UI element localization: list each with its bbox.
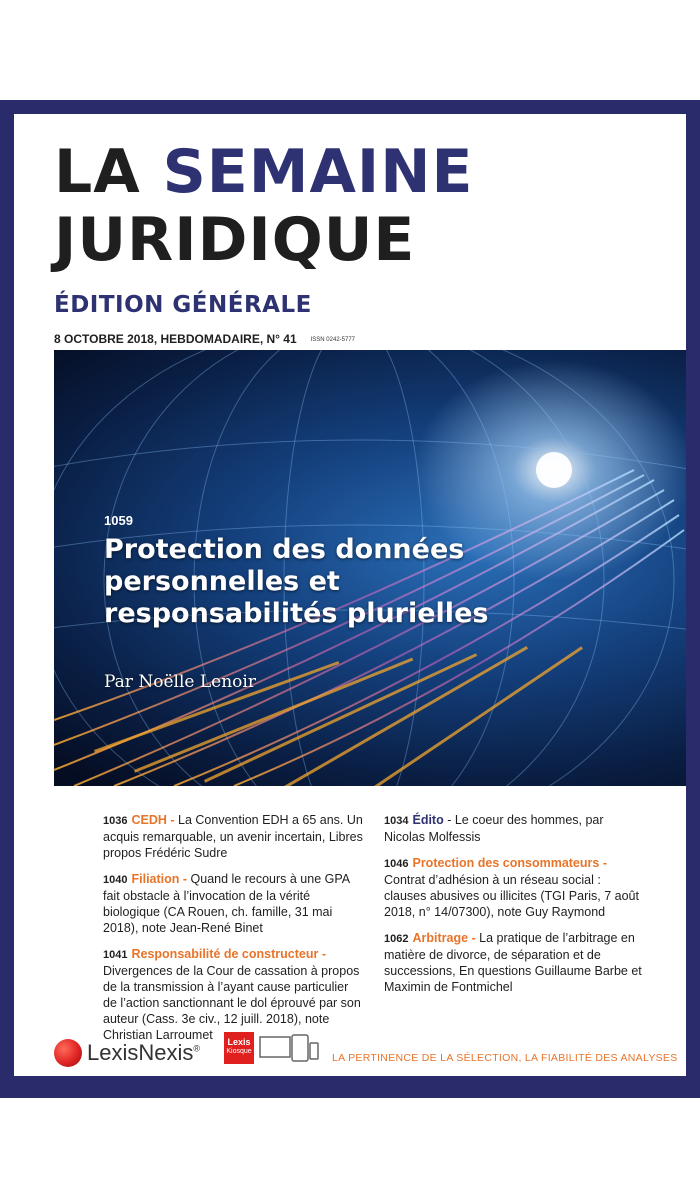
toc-separator: - — [166, 813, 179, 827]
toc-separator: - — [318, 947, 326, 961]
masthead-word-semaine: SEMAINE — [162, 137, 474, 207]
toc-entry-number: 1040 — [103, 874, 128, 886]
toc-separator: - — [443, 813, 455, 827]
toc-separator: - — [599, 856, 607, 870]
lead-article-title: Protection des données personnelles et responsabilités plurielles — [104, 534, 489, 629]
lexisnexis-logo-icon — [54, 1039, 82, 1067]
toc-entry — [384, 855, 646, 920]
publisher-name — [87, 1040, 200, 1066]
toc-entry-text: Contrat d’adhésion à un réseau social : clauses abusives ou illicites (TGI Paris, 7 août 2018, n° 14/07300), note Guy Raymond — [384, 873, 639, 919]
publisher-logo — [54, 1039, 200, 1067]
issue-date: 8 OCTOBRE 2018, HEBDOMADAIRE, N° 41 — [54, 332, 297, 346]
kiosque-line-1: Lexis — [227, 1037, 251, 1047]
toc-entry — [384, 930, 646, 995]
toc-entry-number: 1036 — [103, 815, 128, 827]
toc-entry-text: Quand le recours à une GPA fait obstacle à l’invocation de la vérité biologique (CA Rouen, ch. famille, 31 mai 2018), note Jean-René Binet — [103, 872, 350, 935]
registered-mark: ® — [193, 1043, 201, 1054]
toc-entry-category: Responsabilité de constructeur — [131, 947, 319, 961]
toc-entry-category: CEDH — [131, 813, 167, 827]
toc-entry-category: Édito — [412, 813, 444, 827]
issn: ISSN 0242-5777 — [310, 336, 356, 343]
toc-entry — [103, 871, 363, 936]
lead-article-number: 1059 — [104, 513, 133, 528]
masthead-line-1 — [54, 138, 473, 206]
publisher-name-text: LexisNexis — [87, 1040, 194, 1065]
toc-entry-number: 1041 — [103, 949, 128, 961]
toc-entry — [103, 812, 363, 861]
cover-page — [14, 114, 686, 1076]
toc-separator: - — [179, 872, 191, 886]
toc-entry-category: Filiation — [131, 872, 180, 886]
contents-left — [103, 812, 363, 1053]
toc-entry — [384, 812, 646, 845]
tagline: LA PERTINENCE DE LA SÉLECTION, LA FIABILITÉ DES ANALYSES — [332, 1052, 678, 1064]
toc-entry-text: Le coeur des hommes, par Nicolas Molfessis — [384, 813, 604, 844]
dateline — [54, 332, 355, 346]
kiosque-line-2: Kiosque — [226, 1048, 252, 1055]
toc-entry-category: Arbitrage — [412, 931, 469, 945]
lead-article-author: Par Noëlle Lenoir — [104, 672, 256, 692]
toc-entry-number: 1062 — [384, 933, 409, 945]
edition-label: ÉDITION GÉNÉRALE — [54, 292, 312, 318]
cover-frame — [0, 100, 700, 1098]
toc-separator: - — [468, 931, 480, 945]
toc-entry — [103, 946, 363, 1043]
masthead — [54, 138, 473, 274]
toc-entry-text: La pratique de l’arbitrage en matière de divorce, de séparation et de successions, En questions Guillaume Barbe et Maximin de Fontmichel — [384, 931, 642, 994]
cover-image — [54, 350, 686, 786]
contents-right — [384, 812, 646, 1005]
toc-entry-number: 1046 — [384, 858, 409, 870]
devices-icon — [259, 1034, 319, 1064]
toc-entry-category: Protection des consommateurs — [412, 856, 600, 870]
toc-entry-text: Divergences de la Cour de cassation à propos de la transmission à l’ayant cause particulier de l’action sanctionnant le dol éprouvé par son auteur (Cass. 3e civ., 12 juill. 2018), note Christian Larroumet — [103, 964, 361, 1042]
lexis-kiosque-badge — [224, 1032, 254, 1064]
toc-entry-number: 1034 — [384, 815, 409, 827]
masthead-line-2: JURIDIQUE — [54, 205, 416, 275]
masthead-word-la: LA — [54, 137, 163, 207]
toc-entry-text: La Convention EDH a 65 ans. Un acquis remarquable, un avenir incertain, Libres propos Frédéric Sudre — [103, 813, 363, 860]
